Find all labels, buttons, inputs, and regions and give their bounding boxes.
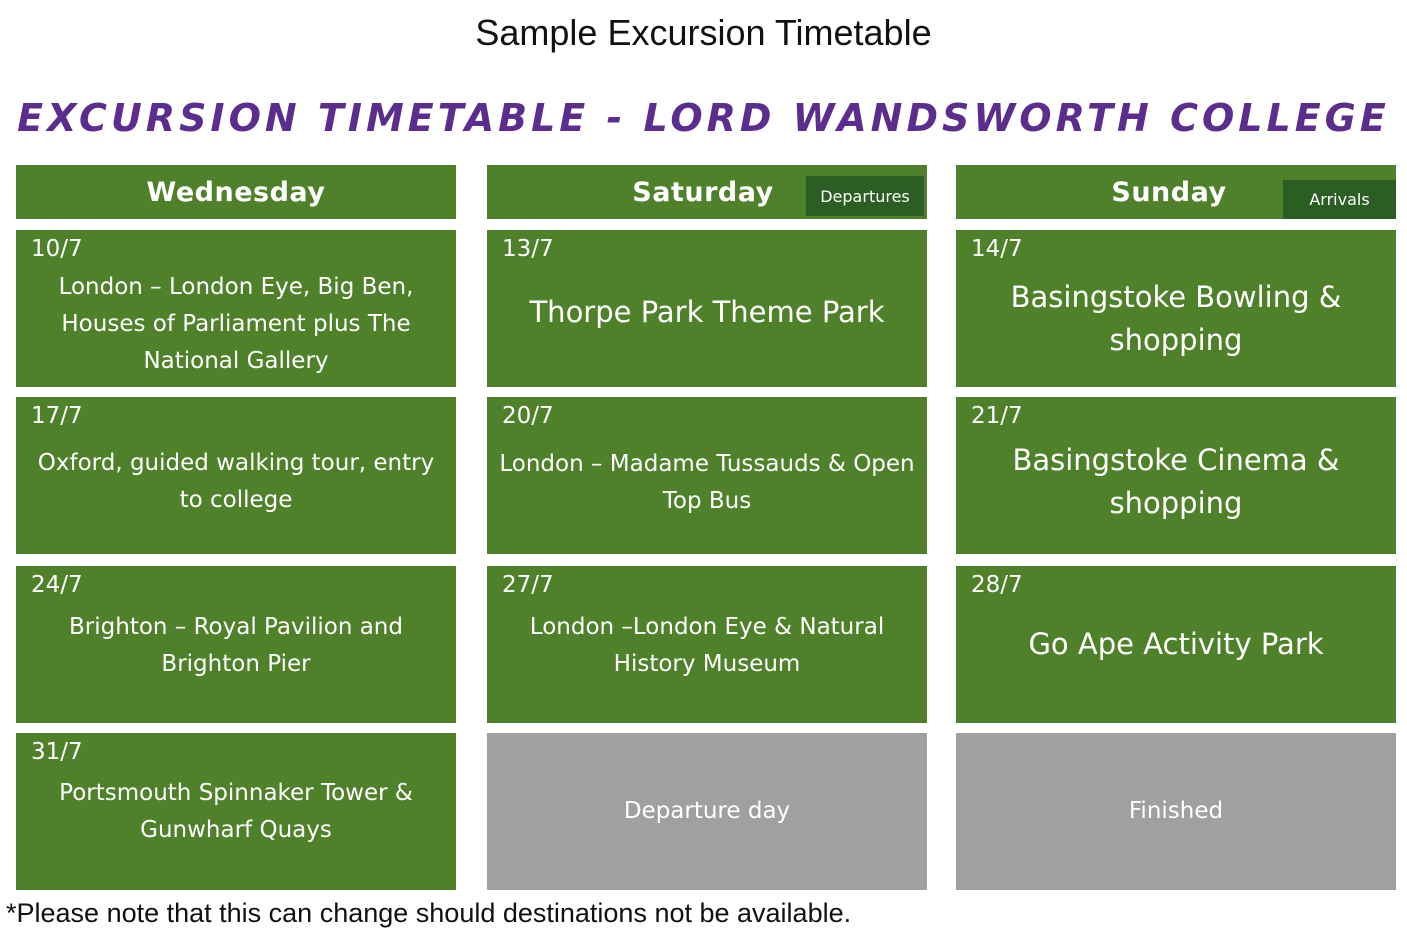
excursion-cell xyxy=(487,397,927,554)
excursion-description: Basingstoke Cinema & shopping xyxy=(1012,443,1340,520)
excursion-description: Basingstoke Bowling & shopping xyxy=(1010,280,1342,357)
excursion-date: 27/7 xyxy=(502,572,554,598)
excursion-date: 24/7 xyxy=(31,572,83,598)
excursion-description: Brighton – Royal Pavilion and Brighton Pier xyxy=(69,614,403,677)
header-sunday xyxy=(956,165,1396,219)
excursion-date: 10/7 xyxy=(31,236,83,262)
excursion-date: 31/7 xyxy=(31,739,83,765)
excursion-cell xyxy=(16,733,456,890)
cell-text: Departure day xyxy=(623,798,791,824)
excursion-cell xyxy=(956,230,1396,387)
excursion-cell xyxy=(487,566,927,723)
excursion-cell xyxy=(16,566,456,723)
excursion-date: 20/7 xyxy=(502,403,554,429)
excursion-cell xyxy=(956,566,1396,723)
excursion-date: 21/7 xyxy=(971,403,1023,429)
departures-tag: Departures xyxy=(806,176,924,216)
day-label: Saturday xyxy=(632,176,774,208)
timetable-banner: EXCURSION TIMETABLE - LORD WANDSWORTH COLLEGE xyxy=(17,96,1390,140)
cell-text: Finished xyxy=(1128,798,1224,824)
excursion-cell xyxy=(487,230,927,387)
departure-day-cell xyxy=(487,733,927,890)
arrivals-tag: Arrivals xyxy=(1283,180,1396,219)
day-label: Wednesday xyxy=(146,176,326,208)
excursion-description: London – Madame Tussauds & Open Top Bus xyxy=(499,451,915,514)
excursion-cell xyxy=(956,397,1396,554)
excursion-description: London – London Eye, Big Ben, Houses of Parliament plus The National Gallery xyxy=(58,274,414,374)
header-saturday xyxy=(487,165,927,219)
page-title: Sample Excursion Timetable xyxy=(475,12,932,53)
day-label: Sunday xyxy=(1111,176,1227,208)
excursion-cell xyxy=(16,230,456,387)
excursion-description: Thorpe Park Theme Park xyxy=(529,295,885,329)
excursion-description: London –London Eye & Natural History Museum xyxy=(529,614,885,677)
excursion-cell xyxy=(16,397,456,554)
excursion-description: Portsmouth Spinnaker Tower & Gunwharf Quays xyxy=(59,780,413,843)
excursion-date: 17/7 xyxy=(31,403,83,429)
excursion-description: Go Ape Activity Park xyxy=(1028,627,1324,661)
finished-cell xyxy=(956,733,1396,890)
excursion-date: 13/7 xyxy=(502,236,554,262)
excursion-date: 28/7 xyxy=(971,572,1023,598)
excursion-date: 14/7 xyxy=(971,236,1023,262)
header-wednesday xyxy=(16,165,456,219)
footnote: *Please note that this can change should destinations not be available. xyxy=(6,898,852,928)
excursion-description: Oxford, guided walking tour, entry to college xyxy=(37,450,435,513)
